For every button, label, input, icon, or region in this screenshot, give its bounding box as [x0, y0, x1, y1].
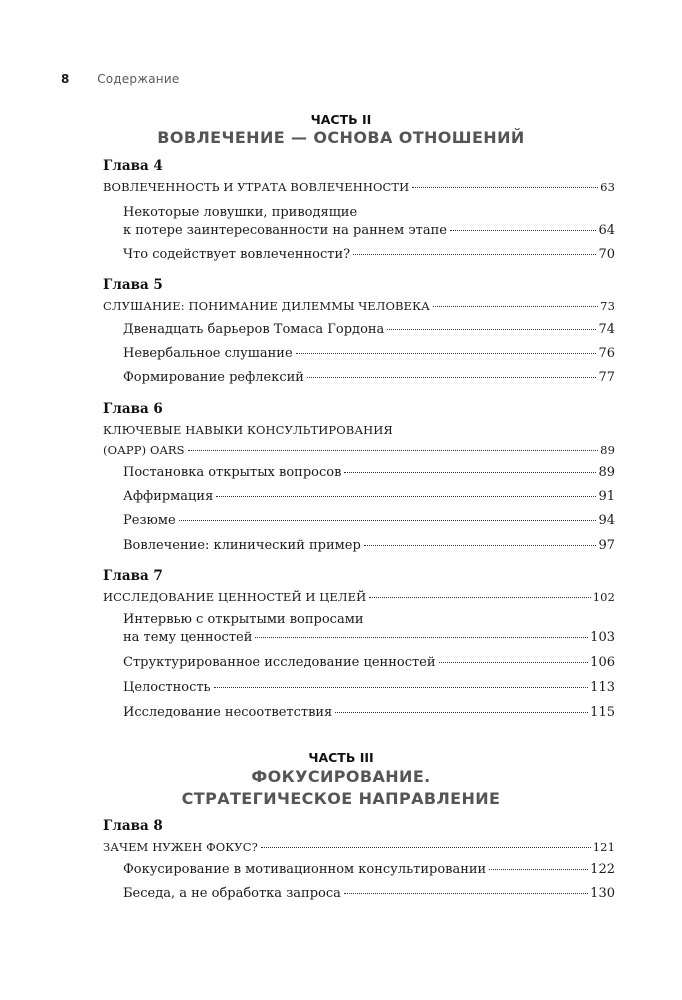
toc-entry-text: Беседа, а не обработка запроса [123, 886, 341, 901]
toc-page-number: 113 [590, 680, 615, 695]
dot-leader [353, 254, 596, 255]
toc-page-number: 89 [600, 443, 615, 457]
toc-entry-chapter[interactable] [103, 840, 615, 854]
part-label: ЧАСТЬ III [308, 750, 374, 765]
toc-entry-chapter[interactable] [103, 590, 615, 604]
toc-entry-section[interactable] [123, 346, 615, 361]
toc-page-number: 94 [598, 513, 615, 528]
toc-entry-text-line1: КЛЮЧЕВЫЕ НАВЫКИ КОНСУЛЬТИРОВАНИЯ [103, 423, 393, 437]
toc-entry-text: Вовлечение: клинический пример [123, 538, 361, 553]
toc-entry-text: Постановка открытых вопросов [123, 465, 342, 480]
toc-entry-section[interactable] [123, 489, 615, 504]
dot-leader [364, 545, 597, 546]
chapter-heading: Глава 7 [103, 568, 163, 584]
toc-entry-text: ЗАЧЕМ НУЖЕН ФОКУС? [103, 840, 258, 854]
dot-leader [387, 329, 596, 330]
toc-entry-text: ИССЛЕДОВАНИЕ ЦЕННОСТЕЙ И ЦЕЛЕЙ [103, 590, 367, 604]
toc-page-number: 76 [598, 346, 615, 361]
toc-entry-section[interactable] [123, 247, 615, 262]
dot-leader [489, 869, 588, 870]
chapter-heading: Глава 8 [103, 818, 163, 834]
toc-page-number: 102 [592, 590, 615, 604]
toc-page-number: 89 [598, 465, 615, 480]
toc-page-number: 91 [598, 489, 615, 504]
toc-entry-text: Что содействует вовлеченности? [123, 247, 351, 262]
toc-entry-text: Двенадцать барьеров Томаса Гордона [123, 322, 385, 337]
toc-entry-text: Резюме [123, 513, 176, 528]
toc-page-number: 103 [590, 630, 615, 645]
chapter-heading: Глава 4 [103, 158, 163, 174]
toc-page-number: 73 [600, 299, 615, 313]
toc-entry-chapter[interactable] [103, 299, 615, 313]
toc-page-number: 115 [590, 705, 615, 720]
dot-leader [179, 520, 597, 521]
toc-page-number: 130 [590, 886, 615, 901]
toc-page-number: 63 [600, 180, 615, 194]
toc-entry-text: Формирование рефлексий [123, 370, 304, 385]
toc-entry-text: Невербальное слушание [123, 346, 293, 361]
toc-entry-section[interactable] [123, 223, 615, 238]
toc-entry-text: к потере заинтересованности на раннем этапе [123, 223, 447, 238]
chapter-heading: Глава 5 [103, 277, 163, 293]
dot-leader [439, 662, 589, 663]
toc-entry-text: СЛУШАНИЕ: ПОНИМАНИЕ ДИЛЕММЫ ЧЕЛОВЕКА [103, 299, 430, 313]
running-header [61, 70, 179, 88]
dot-leader [369, 597, 591, 598]
toc-entry-section[interactable] [123, 370, 615, 385]
toc-entry-section[interactable] [123, 465, 615, 480]
toc-entry-chapter[interactable] [103, 443, 615, 457]
toc-page-number: 122 [590, 862, 615, 877]
part-title: ВОВЛЕЧЕНИЕ — ОСНОВА ОТНОШЕНИЙ [157, 128, 525, 147]
toc-page-number: 64 [598, 223, 615, 238]
toc-entry-text: (ОАРР) OARS [103, 443, 185, 457]
dot-leader [255, 637, 588, 638]
toc-entry-text-line1: Интервью с открытыми вопросами [123, 612, 364, 627]
toc-entry-section[interactable] [123, 862, 615, 877]
toc-entry-text-line1: Некоторые ловушки, приводящие [123, 205, 358, 220]
chapter-heading: Глава 6 [103, 401, 163, 417]
toc-entry-section[interactable] [123, 538, 615, 553]
toc-entry-text: Аффирмация [123, 489, 214, 504]
toc-entry-section[interactable] [123, 886, 615, 901]
dot-leader [216, 496, 596, 497]
dot-leader [335, 712, 588, 713]
part-title-line1: ФОКУСИРОВАНИЕ. [251, 767, 431, 786]
running-title: Содержание [97, 72, 180, 86]
dot-leader [307, 377, 596, 378]
toc-page-number: 74 [598, 322, 615, 337]
toc-entry-text: Фокусирование в мотивационном консультировании [123, 862, 487, 877]
toc-entry-chapter[interactable] [103, 180, 615, 194]
toc-page-number: 121 [592, 840, 615, 854]
toc-page-number: 106 [590, 655, 615, 670]
toc-entry-text: на тему ценностей [123, 630, 253, 645]
dot-leader [188, 450, 599, 451]
dot-leader [261, 847, 591, 848]
toc-entry-section[interactable] [123, 630, 615, 645]
toc-entry-text: Целостность [123, 680, 211, 695]
toc-entry-text: ВОВЛЕЧЕННОСТЬ И УТРАТА ВОВЛЕЧЕННОСТИ [103, 180, 410, 194]
toc-page-number: 70 [598, 247, 615, 262]
toc-page-number: 97 [598, 538, 615, 553]
dot-leader [344, 893, 588, 894]
toc-entry-section[interactable] [123, 705, 615, 720]
toc-entry-text: Структурированное исследование ценностей [123, 655, 436, 670]
toc-page-number: 77 [598, 370, 615, 385]
toc-entry-section[interactable] [123, 655, 615, 670]
dot-leader [296, 353, 597, 354]
toc-entry-section[interactable] [123, 680, 615, 695]
dot-leader [344, 472, 596, 473]
part-title-line2: СТРАТЕГИЧЕСКОЕ НАПРАВЛЕНИЕ [181, 789, 501, 808]
dot-leader [433, 306, 598, 307]
dot-leader [412, 187, 598, 188]
part-label: ЧАСТЬ II [310, 112, 372, 127]
toc-entry-text: Исследование несоответствия [123, 705, 333, 720]
toc-entry-section[interactable] [123, 513, 615, 528]
page-number: 8 [61, 72, 70, 86]
toc-entry-section[interactable] [123, 322, 615, 337]
dot-leader [214, 687, 589, 688]
dot-leader [450, 230, 597, 231]
